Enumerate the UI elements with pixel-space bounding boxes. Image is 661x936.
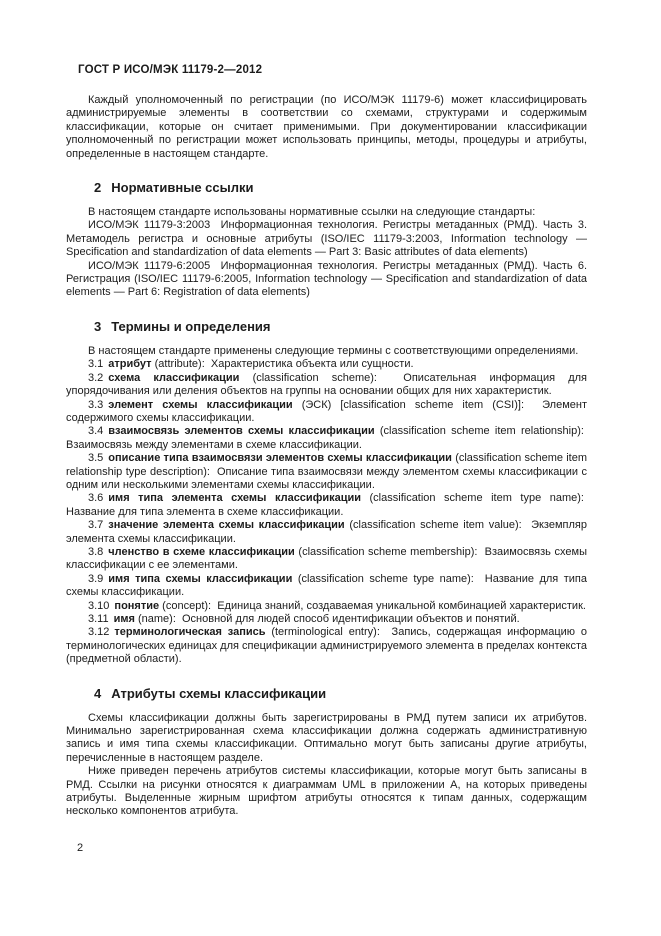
term-definition [66, 425, 587, 452]
term-name: имя типа схемы классификации [108, 572, 293, 585]
term-text: (classification scheme item value): Экземпляр элемента схемы классификации. [66, 519, 587, 545]
term-number: 3.7 [88, 519, 104, 532]
term-name: имя [113, 613, 135, 625]
term-name: атрибут [108, 358, 152, 371]
term-number: 3.1 [88, 358, 104, 371]
terms-list [66, 358, 587, 666]
term-text: (classification scheme item type name): Название для типа элемента в схеме классификации. [66, 492, 587, 518]
term-number: 3.5 [88, 452, 104, 465]
term-number: 3.12 [88, 626, 110, 639]
term-definition [66, 573, 587, 600]
paragraph: В настоящем стандарте использованы нормативные ссылки на следующие стандарты: [88, 206, 536, 219]
term-text: (terminological entry): Запись, содержащая информацию о терминологических единицах для спецификации администрируемого элемента в пределах контекста (предметной области). [66, 626, 587, 666]
term-name: имя типа элемента схемы классификации [108, 492, 361, 505]
term-definition [66, 492, 587, 519]
section-3-intro: В настоящем стандарте применены следующие термины с соответствующими определениями. [88, 344, 579, 357]
term-text: (attribute): Характеристика объекта или сущности. [151, 358, 414, 371]
term-number: 3.4 [88, 425, 104, 438]
term-name: членство в схеме классификации [108, 545, 295, 558]
term-text: (classification scheme item relationship type description): Описание типа взаимосвязи между элементом схемы классификации с одним или несколькими элементами схемы классификации. [66, 452, 587, 491]
term-text: (classification scheme item relationship): Взаимосвязь между элементами в схеме классификации. [66, 425, 588, 451]
paragraph: Каждый уполномоченный по регистрации (по ИСО/МЭК 11179-6) может классифицировать администрируемые элементы в соответствии со схемами, структурами и содержимым классификации, которые он считает применимыми. При документировании классификации уполномоченный по регистрации может использовать принципы, методы, процедуры и атрибуты, определенные в настоящем стандарте. [66, 94, 587, 160]
term-definition [66, 399, 587, 426]
page-number: 2 [77, 842, 84, 854]
term-text: (name): Основной для людей способ идентификации объектов и понятий. [134, 613, 520, 625]
term-number: 3.6 [88, 492, 104, 505]
section-2-number: 2 [94, 180, 102, 196]
section-4-title: Атрибуты схемы классификации [111, 685, 327, 701]
term-number: 3.2 [88, 371, 104, 384]
section-2-heading [66, 180, 587, 195]
paragraph: ИСО/МЭК 11179-6:2005 Информационная технология. Регистры метаданных (РМД). Часть 6. Регистрация (ISO/IEC 11179-6:2005, Information technology — Specification and standardization of data elements — Part 6: Registration of data elements) [66, 259, 587, 299]
term-text: (ЭСК) [classification scheme item (CSI)]: Элемент содержимого схемы классификации. [66, 398, 587, 424]
term-number: 3.11 [88, 613, 109, 625]
paragraph: Ниже приведен перечень атрибутов системы классификации, которые могут быть записаны в РМД. Ссылки на рисунки относятся к диаграммам UML в приложении А, на которых приведены атрибуты. Выделенные жирным шрифтом атрибуты относятся к типам данных, содержащим несколько компонентов атрибута. [66, 765, 587, 818]
term-definition [66, 600, 587, 613]
term-definition [66, 626, 587, 666]
term-text: (classification scheme): Описательная информация для упорядочивания или деления объектов на группы на основании общих для них характеристик. [66, 371, 587, 398]
term-name: понятие [114, 599, 160, 612]
section-2-title: Нормативные ссылки [111, 180, 254, 196]
term-text: (concept): Единица знаний, создаваемая уникальной комбинацией характеристик. [159, 599, 586, 612]
paragraph: Схемы классификации должны быть зарегистрированы в РМД путем записи их атрибутов. Минимально зарегистрированная схема классификации должна содержать административную запись и имя типа схемы классификации. Оптимально могут быть записаны другие атрибуты, перечисленные в настоящем разделе. [66, 711, 587, 764]
term-definition [66, 546, 587, 573]
term-text: (classification scheme type name): Название для типа схемы классификации. [66, 572, 587, 599]
paragraph: ИСО/МЭК 11179-3:2003 Информационная технология. Регистры метаданных (РМД). Часть 3. Метамодель регистра и основные атрибуты (ISO/IEC 11179-3:2003, Information technology — Specification and standardization of data elements — Part 3: Basic attributes of data elements) [66, 219, 587, 259]
term-definition [66, 358, 587, 371]
term-name: терминологическая запись [114, 626, 266, 639]
term-name: схема классификации [108, 371, 240, 384]
term-name: элемент схемы классификации [108, 398, 293, 411]
running-header: ГОСТ Р ИСО/МЭК 11179-2—2012 [78, 64, 263, 76]
term-definition [66, 372, 587, 399]
section-2-paragraphs [66, 206, 587, 300]
section-3-number: 3 [94, 318, 102, 334]
term-name: взаимосвязь элементов схемы классификации [108, 425, 375, 438]
term-name: значение элемента схемы классификации [108, 519, 345, 532]
section-3-heading [66, 319, 587, 334]
intro-paragraphs [66, 94, 587, 161]
section-3-title: Термины и определения [111, 318, 271, 334]
section-4-number: 4 [94, 685, 102, 701]
term-definition [66, 452, 587, 492]
term-text: (classification scheme membership): Взаимосвязь схемы классификации с ее элементами. [66, 545, 587, 572]
term-number: 3.9 [88, 572, 104, 585]
term-number: 3.8 [88, 545, 104, 558]
term-number: 3.3 [88, 398, 104, 411]
term-definition [66, 519, 587, 546]
term-definition [66, 613, 587, 626]
term-number: 3.10 [88, 599, 110, 612]
section-4-heading [66, 686, 587, 701]
term-name: описание типа взаимосвязи элементов схемы классификации [108, 452, 452, 465]
section-4-paragraphs [66, 712, 587, 819]
